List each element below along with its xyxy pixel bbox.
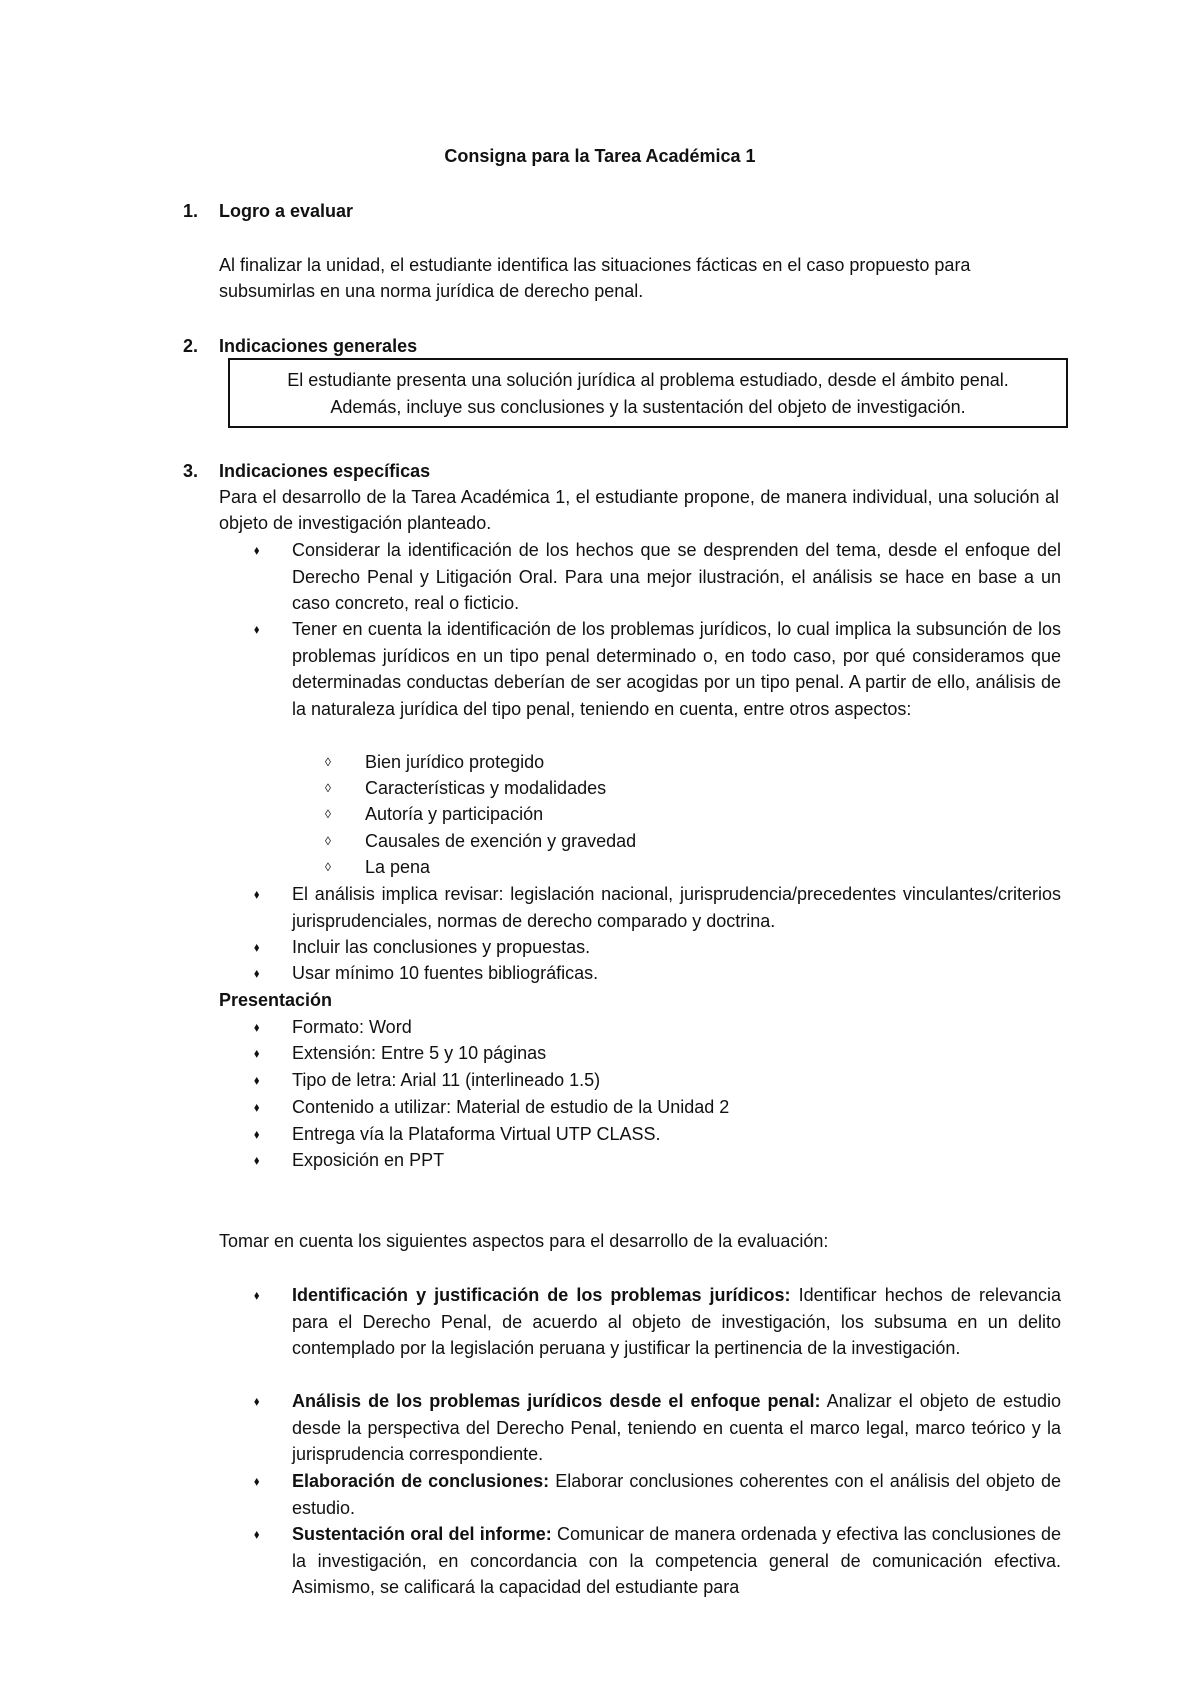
list-item-text: El análisis implica revisar: legislación nacional, jurisprudencia/precedentes vinculantes/criterios jurisprudenciales, normas de derecho comparado y doctrina.: [292, 884, 1061, 931]
diamond-bullet-icon: ◊: [325, 860, 331, 874]
box-line: El estudiante presenta una solución jurídica al problema estudiado, desde el ámbito penal.: [287, 370, 1009, 390]
section-1-body: Al finalizar la unidad, el estudiante identifica las situaciones fácticas en el caso propuesto para subsumirlas en una norma jurídica de derecho penal.: [219, 255, 971, 301]
list-item-label: Identificación y justificación de los problemas jurídicos:: [292, 1285, 791, 1305]
section-title: Indicaciones generales: [219, 336, 418, 356]
page-title: Consigna para la Tarea Académica 1: [444, 146, 756, 166]
bullet-icon: ⬧: [254, 887, 260, 901]
list-item-text: Elaborar conclusiones coherentes con el análisis del objeto de estudio.: [292, 1471, 1062, 1518]
presentation-heading: Presentación: [219, 990, 333, 1010]
bullet-icon: ⬧: [254, 1394, 260, 1408]
list-item: [219, 960, 1061, 987]
section-number: 3.: [183, 461, 199, 481]
list-item-label: Elaboración de conclusiones:: [292, 1471, 550, 1491]
section-3-intro: Para el desarrollo de la Tarea Académica 1, el estudiante propone, de manera individual, una solución al objeto de investigación planteado.: [219, 487, 1059, 533]
list-item: [219, 1040, 1061, 1067]
section-number: 1.: [183, 201, 199, 221]
bullet-icon: ⬧: [254, 1100, 260, 1114]
bullet-icon: ⬧: [254, 966, 260, 980]
bullet-icon: ⬧: [254, 1046, 260, 1060]
section-3-heading: [183, 458, 430, 484]
bullet-icon: ⬧: [254, 940, 260, 954]
list-item: [219, 1094, 1061, 1121]
list-item-text: Usar mínimo 10 fuentes bibliográficas.: [292, 963, 599, 983]
bullet-icon: ⬧: [254, 1474, 260, 1488]
list-item-text: Incluir las conclusiones y propuestas.: [292, 937, 591, 957]
section-1-heading: [183, 198, 353, 224]
list-item: [219, 1147, 1061, 1174]
bullet-icon: ⬧: [254, 1153, 260, 1167]
sub-list-item-text: Autoría y participación: [365, 804, 544, 824]
list-item: [219, 537, 1061, 617]
sub-list-item-text: Bien jurídico protegido: [365, 752, 545, 772]
bullet-icon: ⬧: [254, 543, 260, 557]
list-item-text: Contenido a utilizar: Material de estudio de la Unidad 2: [292, 1097, 730, 1117]
section-2-heading: [183, 333, 417, 359]
sub-list-item: [292, 749, 544, 776]
section-title: Indicaciones específicas: [219, 461, 431, 481]
sub-list-item: [292, 854, 430, 881]
bullet-icon: ⬧: [254, 1288, 260, 1302]
diamond-bullet-icon: ◊: [325, 807, 331, 821]
sub-list-item-text: Características y modalidades: [365, 778, 607, 798]
diamond-bullet-icon: ◊: [325, 834, 331, 848]
list-item: [219, 1121, 1061, 1148]
list-item: [219, 1067, 1061, 1094]
sub-list-item: [292, 828, 636, 855]
bullet-icon: ⬧: [254, 1127, 260, 1141]
bullet-icon: ⬧: [254, 1527, 260, 1541]
list-item: [219, 1282, 1061, 1362]
sub-list-item-text: La pena: [365, 857, 431, 877]
list-item: [219, 616, 1061, 722]
list-item-label: Análisis de los problemas jurídicos desde el enfoque penal:: [292, 1391, 821, 1411]
list-item-text: Formato: Word: [292, 1017, 412, 1037]
evaluation-intro: Tomar en cuenta los siguientes aspectos para el desarrollo de la evaluación:: [219, 1231, 829, 1251]
list-item: [219, 1468, 1061, 1521]
list-item-text: Exposición en PPT: [292, 1150, 445, 1170]
list-item-text: Entrega vía la Plataforma Virtual UTP CLASS.: [292, 1124, 661, 1144]
diamond-bullet-icon: ◊: [325, 781, 331, 795]
list-item: [219, 1521, 1061, 1601]
list-item-text: Tipo de letra: Arial 11 (interlineado 1.5): [292, 1070, 601, 1090]
bullet-icon: ⬧: [254, 622, 260, 636]
list-item-text: Identificar hechos de relevancia para el Derecho Penal, de acuerdo al objeto de investigación, los subsuma en un delito contemplado por la legislación peruana y justificar la pertinencia de la investigación.: [292, 1285, 1061, 1358]
list-item: [219, 934, 1061, 961]
section-title: Logro a evaluar: [219, 201, 354, 221]
bullet-icon: ⬧: [254, 1073, 260, 1087]
list-item: [219, 881, 1061, 934]
list-item-text: Analizar el objeto de estudio desde la perspectiva del Derecho Penal, teniendo en cuenta el marco legal, marco teórico y la jurisprudencia correspondiente.: [292, 1391, 1061, 1464]
sub-list-item: [292, 775, 606, 802]
list-item-text: Extensión: Entre 5 y 10 páginas: [292, 1043, 547, 1063]
general-indications-box: [228, 358, 1068, 428]
list-item-text: Considerar la identificación de los hechos que se desprenden del tema, desde el enfoque del Derecho Penal y Litigación Oral. Para una mejor ilustración, el análisis se hace en base a un caso concreto, real o ficticio.: [292, 540, 1061, 613]
section-number: 2.: [183, 336, 199, 356]
sub-list-item-text: Causales de exención y gravedad: [365, 831, 637, 851]
sub-list-item: [292, 801, 543, 828]
list-item-text: Tener en cuenta la identificación de los problemas jurídicos, lo cual implica la subsunción de los problemas jurídicos en un tipo penal determinado o, en todo caso, por qué consideramos que determinadas conductas deberían de ser acogidas por un tipo penal. A partir de ello, análisis de la naturaleza jurídica del tipo penal, teniendo en cuenta, entre otros aspectos:: [292, 619, 1061, 719]
bullet-icon: ⬧: [254, 1020, 260, 1034]
diamond-bullet-icon: ◊: [325, 755, 331, 769]
list-item: [219, 1014, 1061, 1041]
list-item: [219, 1388, 1061, 1468]
box-line: Además, incluye sus conclusiones y la sustentación del objeto de investigación.: [330, 397, 966, 417]
list-item-label: Sustentación oral del informe:: [292, 1524, 552, 1544]
list-item-text: Comunicar de manera ordenada y efectiva las conclusiones de la investigación, en concordancia con la competencia general de comunicación efectiva. Asimismo, se calificará la capacidad del estudiante para: [292, 1524, 1061, 1597]
